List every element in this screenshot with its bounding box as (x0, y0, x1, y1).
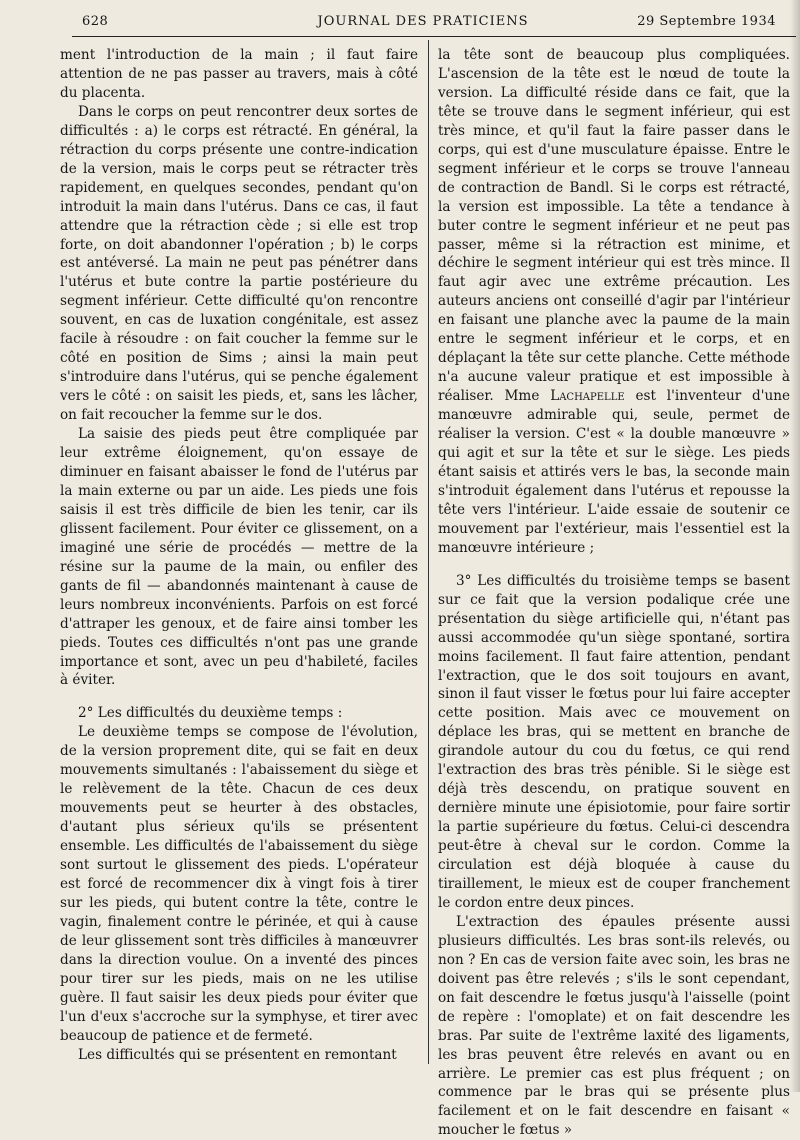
paragraph: Les difficultés qui se présentent en remontant (78, 1046, 397, 1063)
journal-title: JOURNAL DES PRATICIENS (317, 14, 529, 29)
paragraph (438, 46, 790, 558)
left-column (60, 46, 418, 1065)
column-divider (428, 40, 429, 1064)
author-name: Lachapelle (550, 388, 625, 405)
paragraph: Le deuxième temps se compose de l'évolution, de la version proprement dite, qui se fait en deux mouvements simultanés : l'abaissement du siège et le relèvement de la tête. Chacun de ces deux mouvements peut se heurter à des obstacles, d'autant plus sérieux qu'ils se présentent ensemble. Les difficultés de l'abaissement du siège sont surtout le glissement des pieds. L'opérateur est forcé de recommencer dix à vingt fois à tirer sur les pieds, qui butent contre la tête, contre le vagin, finalement contre le périnée, et qui à cause de leur glissement sont très difficiles à manœuvrer dans la direction voulue. On a inventé des pinces pour tirer sur les pieds, mais on ne les utilise guère. Il faut saisir les deux pieds pour éviter que l'un d'eux s'accroche sur la symphyse, et tirer avec beaucoup de patience et de fermeté. (60, 724, 418, 1044)
paragraph: 3° Les difficultés du troisième temps se basent sur ce fait que la version podalique crée une présentation du siège artificielle qui, n'étant pas aussi accommodée qu'un siège spontané, sortira moins facilement. Il faut faire attention, pendant l'extraction, que le dos soit toujours en avant, sinon il faut visser le fœtus pour lui faire accepter cette position. Mais avec ce mouvement on déplace les bras, qui se mettent en branche de girandole autour du cou du fœtus, ce qui rend l'extraction des bras très pénible. Si le siège est déjà très descendu, on pratique souvent en dernière minute une épisiotomie, pour faire sortir la partie supérieure du fœtus. Celui-ci descendra peut-être à cheval sur le cordon. Comme la circulation est déjà bloquée à cause du tiraillement, le mieux est de couper franchement le cordon entre deux pinces. (438, 572, 790, 911)
page-number: 628 (82, 14, 109, 29)
page-edge-shadow (790, 0, 800, 1092)
issue-date: 29 Septembre 1934 (637, 14, 776, 29)
header-rule (72, 36, 796, 37)
section-heading: 2° Les difficultés du deuxième temps : (78, 705, 343, 722)
paragraph: L'extraction des épaules présente aussi plusieurs difficultés. Les bras sont-ils relevés, ou non ? En cas de version faite avec soin, les bras ne doivent pas être relevés ; s'ils le sont cependant, on fait descendre le fœtus jusqu'à l'aisselle (point de repère : l'omoplate) et on fait descendre les bras. Par suite de l'extrême laxité des ligaments, les bras peuvent être relevés en avant ou en arrière. Le premier cas est plus fréquent ; on commence par le bras qui se présente plus facilement et on le fait descendre en faisant « moucher le fœtus » (438, 913, 790, 1139)
paragraph-text: la tête sont de beaucoup plus compliquées. L'ascension de la tête est le nœud de toute la version. La difficulté réside dans ce fait, que la tête se trouve dans le segment inférieur, qui est très mince, et qu'il faut la faire passer dans le corps, qui est d'une musculature épaisse. Entre le segment inférieur et le corps se trouve l'anneau de contraction de Bandl. Si le corps est rétracté, la version est impossible. La tête a tendance à buter contre le segment inférieur et ne peut pas passer, même si la rétraction est minime, et déchire le segment intérieur qui est très mince. Il faut agir avec une extrême précaution. Les auteurs anciens ont conseillé d'agir par l'intérieur en faisant une planche avec la paume de la main entre le segment inférieur et le corps, et en déplaçant la tête sur cette planche. Cette méthode n'a aucune valeur pratique et est impossible à réaliser. Mme (438, 47, 790, 405)
paragraph: ment l'introduction de la main ; il faut faire attention de ne pas passer au travers, mais à côté du placenta. (60, 47, 418, 101)
paragraph: Dans le corps on peut rencontrer deux sortes de difficultés : a) le corps est rétracté. En général, la rétraction du corps présente une contre-indication de la version, mais le corps peut se rétracter très rapidement, en quelques secondes, pendant qu'on introduit la main dans l'utérus. Dans ce cas, il faut attendre que la rétraction cède ; si elle est trop forte, on doit abandonner l'opération ; b) le corps est antéversé. La main ne peut pas pénétrer dans l'utérus et bute contre la partie postérieure du segment inférieur. Cette difficulté qu'on rencontre souvent, en cas de luxation congénitale, est assez facile à résoudre : on fait coucher la femme sur le côté en position de Sims ; ainsi la main peut s'introduire dans l'utérus, qui se penche également vers le côté : on saisit les pieds, et, sans les lâcher, on fait recoucher la femme sur le dos. (60, 103, 418, 424)
paragraph: La saisie des pieds peut être compliquée par leur extrême éloignement, qu'on essaye de diminuer en faisant abaisser le fond de l'utérus par la main externe ou par un aide. Les pieds une fois saisis il est très difficile de bien les tenir, car ils glissent facilement. Pour éviter ce glissement, on a imaginé une série de procédés — mettre de la résine sur la paume de la main, ou enfiler des gants de fil — abandonnés maintenant à cause de leurs nombreux inconvénients. Parfois on est forcé d'attraper les genoux, et de faire ainsi tomber les pieds. Toutes ces difficultés n'ont pas une grande importance et sont, avec un peu d'habileté, faciles à éviter. (60, 426, 418, 689)
page-header (58, 14, 788, 36)
paragraph-text: est l'inventeur d'une manœuvre admirable qui, seule, permet de réaliser la version. C'est « la double manœuvre » qui agit et sur la tête et sur le siège. Les pieds étant saisis et attirés vers le bas, la seconde main s'introduit également dans l'utérus et repousse la tête vers l'intérieur. L'aide essaie de soutenir ce mouvement par l'extérieur, mais l'essentiel est la manœuvre intérieure ; (438, 388, 791, 556)
right-column (438, 46, 790, 1140)
